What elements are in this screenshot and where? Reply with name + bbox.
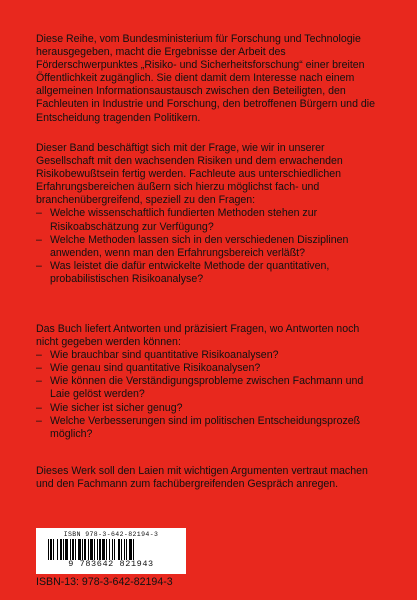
barcode-bar [102,539,105,560]
list-item: – Wie können die Verständigungsprobleme zwischen Fachmann und Laie gelöst werden? [36,375,381,401]
barcode-bar [97,539,98,560]
barcode-bar [50,539,52,560]
list-item: – Was leistet die dafür entwickelte Methode der quantitativen, probabilistischen Risikoanalyse? [36,260,381,286]
barcode-bar [53,539,54,560]
barcode-bar [114,539,115,560]
barcode-bar [48,539,49,560]
barcode-isbn-text: ISBN 978-3-642-82194-3 [63,531,159,538]
book-question-list [36,349,381,441]
list-item: – Wie sicher ist sicher genug? [36,402,381,415]
band-question-list [36,207,381,286]
closing-paragraph: Dieses Werk soll den Laien mit wichtigen Argumenten vertraut machen und den Fachmann zum fachübergreifenden Gespräch anregen. [36,465,368,491]
barcode-bar [82,539,83,560]
band-paragraph: Dieser Band beschäftigt sich mit der Frage, wie wir in unserer Gesellschaft mit den wachsenden Risiken und dem erwachenden Risikobewußtsein fertig werden. Fachleute aus unterschiedlichen Erfahrungsbereichen äußern sich hierzu möglichst fach- und branchenübergreifend, speziell zu den Fragen: [36,142,343,207]
barcode-bar [126,539,127,560]
barcode-label [36,528,186,574]
barcode-bar [78,539,81,560]
barcode-bar [129,539,132,560]
barcode-bar [106,539,107,560]
barcode-bar [124,539,125,560]
list-item: – Wie brauchbar sind quantitative Risikoanalysen? [36,349,381,362]
book-description [36,323,381,441]
barcode-bar [133,539,134,560]
barcode-bar [88,539,89,560]
barcode-bar [118,539,120,560]
barcode-digits: 9 783642 821943 [68,559,154,569]
list-item: – Wie genau sind quantitative Risikoanalysen? [36,362,381,375]
list-item: – Welche Verbesserungen sind im politischen Entscheidungsprozeß möglich? [36,415,381,441]
isbn-13: ISBN-13: 978-3-642-82194-3 [36,576,173,588]
barcode-bar [99,539,101,560]
band-description [36,142,381,286]
barcode-bar [109,539,110,560]
barcode-bar [121,539,122,560]
barcode-bar [112,539,113,560]
barcode-bar [90,539,93,560]
list-item: – Welche wissenschaftlich fundierten Methoden stehen zur Risikoabschätzung zur Verfügung? [36,207,381,233]
barcode-bar [75,539,76,560]
barcode-bar [63,539,64,560]
barcode-bar [94,539,95,560]
list-item: – Welche Methoden lassen sich in den verschiedenen Disziplinen anwenden, wenn man den Erfahrungsbereich verläßt? [36,234,381,260]
series-intro-paragraph: Diese Reihe, vom Bundesministerium für Forschung und Technologie herausgegeben, macht die Ergebnisse der Arbeit des Förderschwerpunktes „Risiko- und Sicherheitsforschung“ einer breiten Öffentlichkeit zugänglich. Sie dient damit dem Interesse nach einem allgemeinen Informationsaustausch zwischen den Beteiligten, den Fachleuten in Industrie und Forschung, den betroffenen Bürgern und die Entscheidung tragenden Politikern. [36,33,376,124]
barcode-bar [60,539,62,560]
barcode-icon [46,539,176,560]
barcode-bar [84,539,86,560]
book-paragraph: Das Buch liefert Antworten und präzisiert Fragen, wo Antworten noch nicht gegeben werden können: [36,323,360,349]
barcode-bar [65,539,68,560]
barcode-bar [57,539,58,560]
barcode-bar [72,539,74,560]
barcode-bar [70,539,71,560]
